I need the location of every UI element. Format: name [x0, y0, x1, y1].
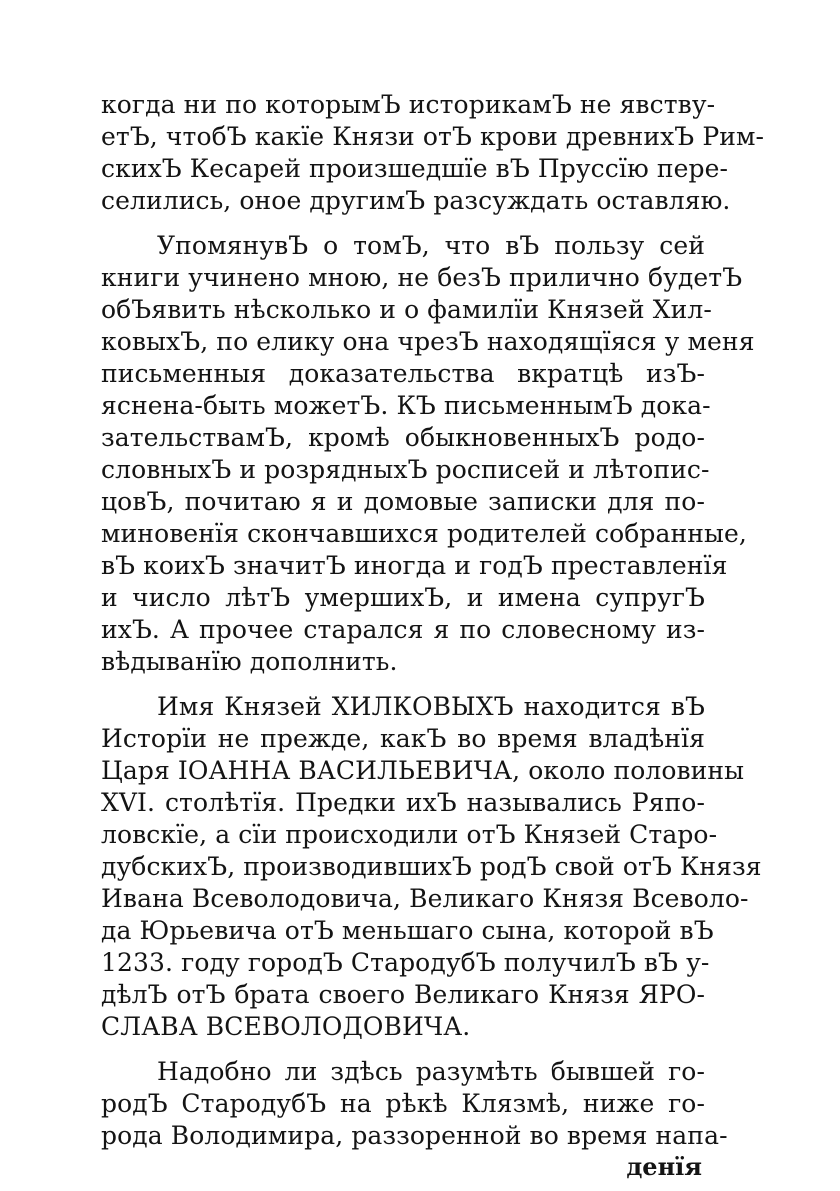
text-line: словныхЪ и розрядныхЪ росписей и лѣтопис-: [101, 455, 710, 484]
text-line: да Юрьевича отЪ меньшаго сына, которой вЪ: [101, 916, 714, 945]
text-line: письменныя доказательства вкратцѣ изЪ-: [101, 359, 705, 388]
text-line: зательствамЪ, кромѣ обыкновенныхЪ родо-: [101, 423, 705, 452]
text-line: Имя Князей ХИЛКОВЫХЪ находится вЪ: [157, 692, 705, 721]
text-line: ловскїе, а сїи происходили отЪ Князей Старо-: [101, 820, 718, 849]
text-line: когда ни по которымЪ историкамЪ не явству-: [101, 90, 716, 119]
text-line: яснена-быть можетЪ. КЪ письменнымЪ дока-: [101, 391, 711, 420]
text-line: миновенїя скончавшихся родителей собранные,: [101, 519, 747, 548]
text-line: и число лѣтЪ умершихЪ, и имена супругЪ: [101, 583, 705, 612]
catchword: денїя: [626, 1152, 702, 1181]
text-line: Исторїи не прежде, какЪ во время владѣнїя: [101, 724, 705, 753]
text-line: селились, оное другимЪ разсуждать оставляю.: [101, 186, 731, 215]
text-line: вѣдыванїю дополнить.: [101, 647, 398, 676]
text-line: родЪ СтародубЪ на рѣкѣ Клязмѣ, ниже го-: [101, 1089, 705, 1118]
text-line: дѣлЪ отЪ брата своего Великаго Князя ЯРО-: [101, 980, 705, 1009]
text-line: книги учинено мною, не безЪ прилично будетЪ: [101, 263, 743, 292]
text-line: скихЪ Кесарей произшедшїе вЪ Пруссїю пере-: [101, 154, 729, 183]
text-line: XVI. столѣтїя. Предки ихЪ назывались Ряпо-: [101, 788, 705, 817]
text-line: Надобно ли здѣсь разумѣть бывшей го-: [157, 1057, 705, 1086]
text-line: УпомянувЪ о томЪ, что вЪ пользу сей: [157, 231, 705, 260]
text-line: Ивана Всеволодовича, Великаго Князя Всеволо-: [101, 884, 749, 913]
text-line: 1233. году городЪ СтародубЪ получилЪ вЪ у-: [101, 948, 710, 977]
text-line: СЛАВА ВСЕВОЛОДОВИЧА.: [101, 1012, 471, 1041]
text-line: цовЪ, почитаю я и домовые записки для по-: [101, 487, 705, 516]
text-line: дубскихЪ, производившихЪ родЪ свой отЪ Князя: [101, 852, 762, 881]
text-line: етЪ, чтобЪ какїе Князи отЪ крови древнихЪ Рим-: [101, 122, 765, 151]
text-line: ихЪ. А прочее старался я по словесному из-: [101, 615, 705, 644]
text-line: Царя ІОАННА ВАСИЛЬЕВИЧА, около половины: [101, 756, 745, 785]
text-line: вЪ коихЪ значитЪ иногда и годЪ преставленїя: [101, 551, 728, 580]
text-line: обЪявить нѣсколько и о фамилїи Князей Хил-: [101, 295, 712, 324]
text-line: рода Володимира, раззоренной во время напа-: [101, 1121, 728, 1150]
text-line: ковыхЪ, по елику она чрезЪ находящїяся у меня: [101, 327, 755, 356]
